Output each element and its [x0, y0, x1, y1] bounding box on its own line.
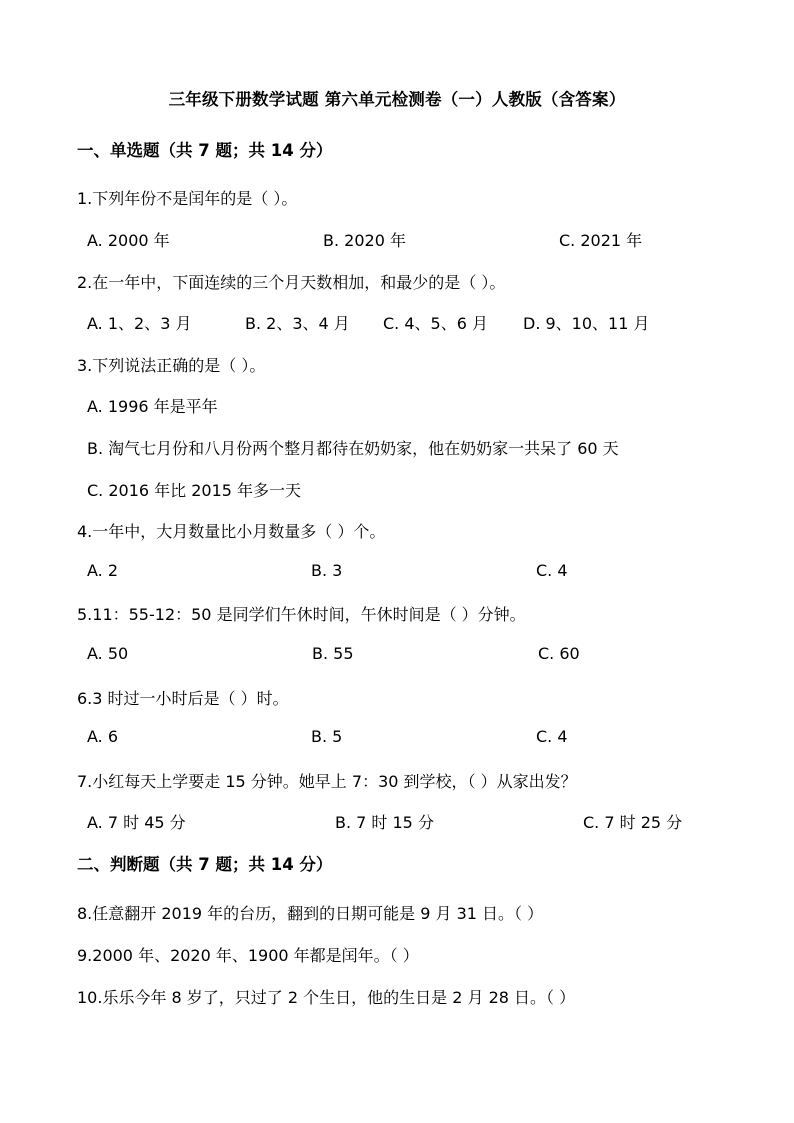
- question-3-option-b: B. 淘气七月份和八月份两个整月都待在奶奶家，他在奶奶家一共呆了 60 天: [87, 439, 619, 458]
- question-4: 4.一年中，大月数量比小月数量多（ ）个。: [77, 522, 386, 541]
- question-1-option-a: A. 2000 年: [87, 231, 170, 250]
- question-6-option-a: A. 6: [87, 727, 119, 746]
- question-10: 10.乐乐今年 8 岁了，只过了 2 个生日，他的生日是 2 月 28 日。（ ）: [77, 988, 576, 1007]
- question-8: 8.任意翻开 2019 年的台历，翻到的日期可能是 9 月 31 日。（ ）: [77, 904, 544, 923]
- question-2-option-a: A. 1、2、3 月: [87, 314, 192, 333]
- question-7-option-a: A. 7 时 45 分: [87, 813, 186, 832]
- question-4-option-a: A. 2: [87, 561, 119, 580]
- question-3-option-c: C. 2016 年比 2015 年多一天: [87, 481, 302, 500]
- question-3-option-a: A. 1996 年是平年: [87, 397, 218, 416]
- question-1: 1.下列年份不是闰年的是（ ）。: [77, 189, 298, 208]
- question-6-option-b: B. 5: [311, 727, 343, 746]
- question-2: 2.在一年中，下面连续的三个月天数相加，和最少的是（ ）。: [77, 273, 506, 292]
- section-heading-single-choice: 一、单选题（共 7 题；共 14 分）: [77, 141, 333, 160]
- section-heading-true-false: 二、判断题（共 7 题；共 14 分）: [77, 855, 333, 874]
- question-6: 6.3 时过一小时后是（ ）时。: [77, 689, 289, 708]
- question-5-option-c: C. 60: [538, 644, 580, 663]
- question-2-option-b: B. 2、3、4 月: [245, 314, 350, 333]
- question-2-option-d: D. 9、10、11 月: [523, 314, 650, 333]
- question-2-option-c: C. 4、5、6 月: [383, 314, 488, 333]
- question-7-option-c: C. 7 时 25 分: [583, 813, 683, 832]
- question-6-option-c: C. 4: [536, 727, 568, 746]
- question-5-option-b: B. 55: [312, 644, 354, 663]
- question-5: 5.11：55-12：50 是同学们午休时间，午休时间是（ ）分钟。: [77, 605, 526, 624]
- question-4-option-b: B. 3: [311, 561, 343, 580]
- question-7-option-b: B. 7 时 15 分: [335, 813, 434, 832]
- question-3: 3.下列说法正确的是（ ）。: [77, 356, 266, 375]
- question-7: 7.小红每天上学要走 15 分钟。她早上 7：30 到学校，（ ）从家出发？: [77, 772, 577, 791]
- document-title: 三年级下册数学试题 第六单元检测卷（一）人教版（含答案）: [168, 90, 626, 109]
- question-1-option-b: B. 2020 年: [323, 231, 406, 250]
- question-9: 9.2000 年、2020 年、1900 年都是闰年。（ ）: [77, 946, 419, 965]
- question-1-option-c: C. 2021 年: [559, 231, 643, 250]
- question-5-option-a: A. 50: [87, 644, 129, 663]
- question-4-option-c: C. 4: [536, 561, 568, 580]
